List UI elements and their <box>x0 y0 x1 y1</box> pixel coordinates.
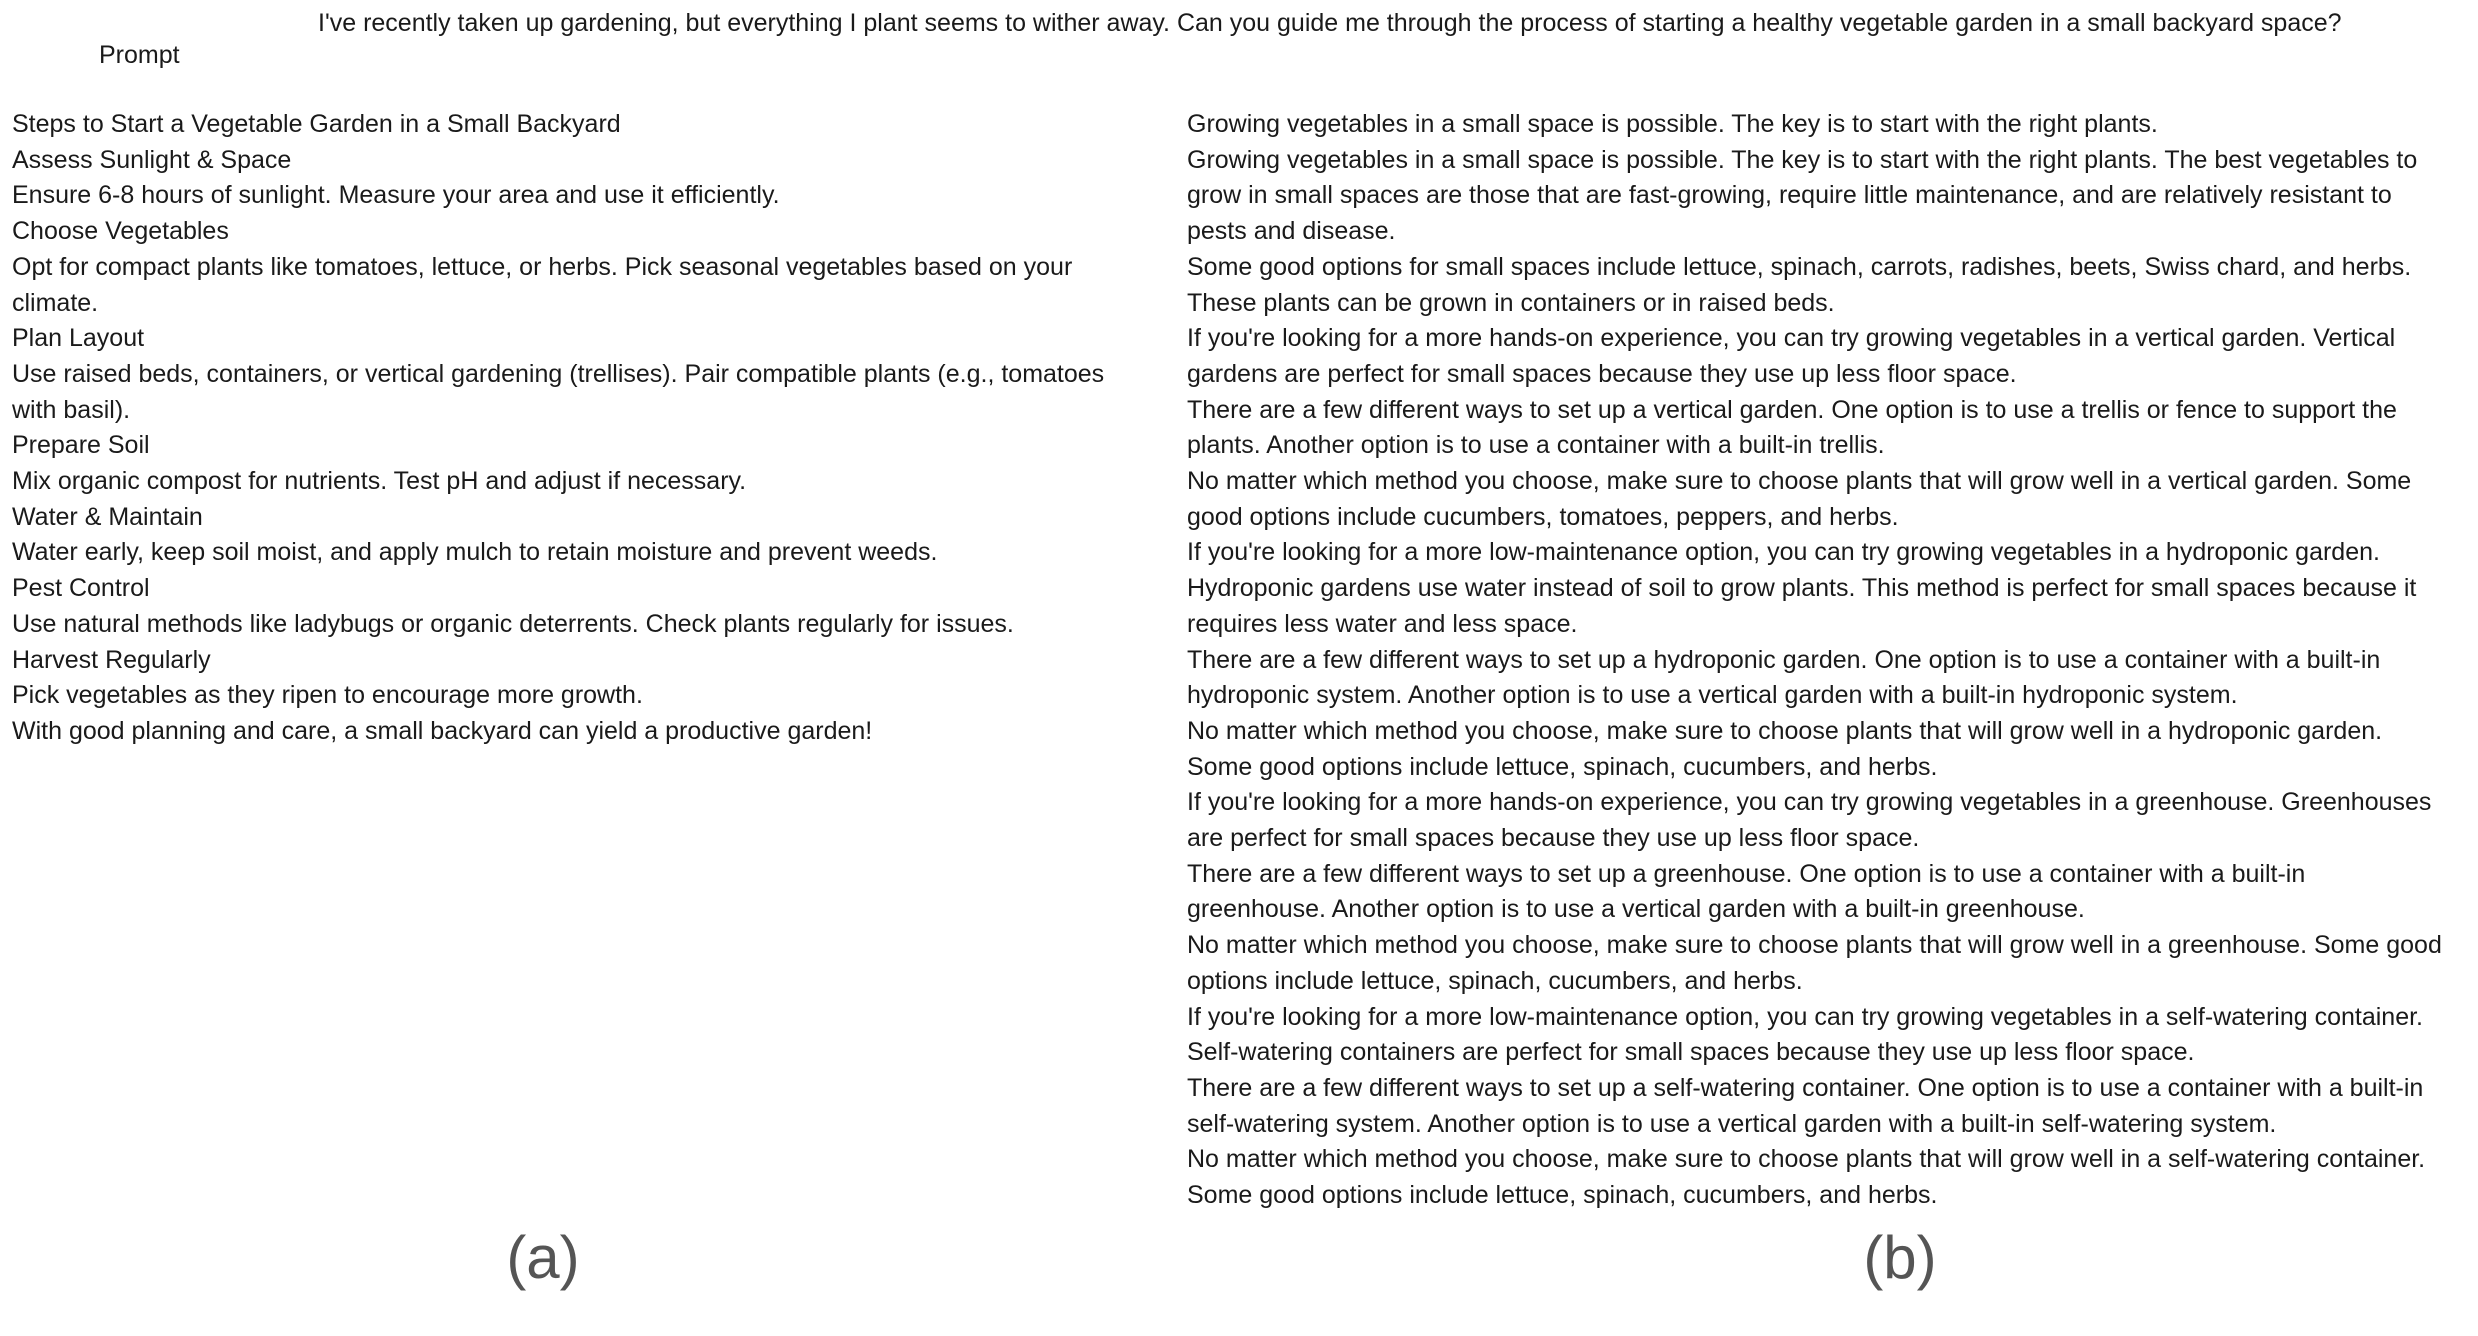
response-a-line: with basil). <box>12 395 131 424</box>
response-b-line: plants. Another option is to use a container with a built-in trellis. <box>1187 431 1885 460</box>
response-b-line: self-watering system. Another option is to use a vertical garden with a built-in self-watering system. <box>1187 1109 2277 1138</box>
response-a-line: With good planning and care, a small backyard can yield a productive garden! <box>12 716 873 745</box>
response-b-line: Hydroponic gardens use water instead of soil to grow plants. This method is perfect for small spaces because it <box>1187 574 2417 603</box>
response-b-line: greenhouse. Another option is to use a vertical garden with a built-in greenhouse. <box>1187 895 2085 924</box>
response-a-line: Pick vegetables as they ripen to encourage more growth. <box>12 681 643 710</box>
response-b-line: If you're looking for a more low-maintenance option, you can try growing vegetables in a self-watering container. <box>1187 1002 2423 1031</box>
response-a-line: Choose Vegetables <box>12 217 229 246</box>
caption-b: (b) <box>1863 1224 1937 1291</box>
response-b-line: There are a few different ways to set up a vertical garden. One option is to use a trellis or fence to support the <box>1187 395 2397 424</box>
response-b-line: requires less water and less space. <box>1187 609 1578 638</box>
response-b-line: grow in small spaces are those that are fast-growing, require little maintenance, and are relatively resistant to <box>1187 181 2392 210</box>
response-b-line: options include lettuce, spinach, cucumbers, and herbs. <box>1187 966 1803 995</box>
response-b-line: are perfect for small spaces because they use up less floor space. <box>1187 824 1920 853</box>
response-a-line: Use raised beds, containers, or vertical gardening (trellises). Pair compatible plants (e.g., tomatoes <box>12 359 1105 388</box>
response-a-line: Opt for compact plants like tomatoes, lettuce, or herbs. Pick seasonal vegetables based on your <box>12 252 1073 281</box>
response-a-line: Steps to Start a Vegetable Garden in a Small Backyard <box>12 110 621 138</box>
response-b-line: If you're looking for a more hands-on experience, you can try growing vegetables in a vertical garden. Vertical <box>1187 324 2396 353</box>
response-b-line: These plants can be grown in containers or in raised beds. <box>1187 288 1835 317</box>
response-b-line: Some good options include lettuce, spinach, cucumbers, and herbs. <box>1187 752 1938 781</box>
response-a-line: Water & Maintain <box>12 502 203 531</box>
response-b-line: There are a few different ways to set up a greenhouse. One option is to use a container with a built-in <box>1187 859 2306 888</box>
response-b-line: No matter which method you choose, make sure to choose plants that will grow well in a greenhouse. Some good <box>1187 931 2442 960</box>
response-b-line: If you're looking for a more low-maintenance option, you can try growing vegetables in a hydroponic garden. <box>1187 538 2380 567</box>
response-a-line: climate. <box>12 288 99 317</box>
response-a-line: Prepare Soil <box>12 431 150 460</box>
response-b-line: Growing vegetables in a small space is possible. The key is to start with the right plants. <box>1187 110 2158 138</box>
response-a-line: Pest Control <box>12 574 150 603</box>
response-b-line: There are a few different ways to set up a self-watering container. One option is to use a container with a built-in <box>1187 1073 2424 1102</box>
response-a-line: Plan Layout <box>12 324 145 353</box>
response-b-line: hydroponic system. Another option is to use a vertical garden with a built-in hydroponic system. <box>1187 681 2238 710</box>
response-a-line: Ensure 6-8 hours of sunlight. Measure your area and use it efficiently. <box>12 181 780 210</box>
response-a-line: Assess Sunlight & Space <box>12 145 292 174</box>
response-a-column <box>12 107 1152 750</box>
response-b-line: good options include cucumbers, tomatoes, peppers, and herbs. <box>1187 502 1899 531</box>
response-a-line: Water early, keep soil moist, and apply mulch to retain moisture and prevent weeds. <box>12 538 938 567</box>
response-b-line: There are a few different ways to set up a hydroponic garden. One option is to use a container with a built-in <box>1187 645 2381 674</box>
response-a-line: Mix organic compost for nutrients. Test pH and adjust if necessary. <box>12 467 747 496</box>
response-b-line: Self-watering containers are perfect for small spaces because they use up less floor space. <box>1187 1038 2195 1067</box>
response-b-line: No matter which method you choose, make sure to choose plants that will grow well in a hydroponic garden. <box>1187 716 2383 745</box>
response-a-line: Use natural methods like ladybugs or organic deterrents. Check plants regularly for issues. <box>12 609 1014 638</box>
response-b-line: pests and disease. <box>1187 217 1396 246</box>
prompt-text: I've recently taken up gardening, but everything I plant seems to wither away. Can you guide me through the process of starting a healthy vegetable garden in a small backyard space? <box>318 9 2342 37</box>
response-b-line: gardens are perfect for small spaces because they use up less floor space. <box>1187 359 2017 388</box>
caption-a: (a) <box>506 1224 580 1291</box>
response-b-line: No matter which method you choose, make sure to choose plants that will grow well in a vertical garden. Some <box>1187 467 2412 496</box>
response-a-line: Harvest Regularly <box>12 645 211 674</box>
response-b-line: Some good options include lettuce, spinach, cucumbers, and herbs. <box>1187 1181 1938 1210</box>
response-b-column <box>1187 107 2467 1214</box>
response-b-line: If you're looking for a more hands-on experience, you can try growing vegetables in a greenhouse. Greenhouses <box>1187 788 2432 817</box>
response-b-line: Growing vegetables in a small space is possible. The key is to start with the right plants. The best vegetables to <box>1187 145 2418 174</box>
response-b-line: No matter which method you choose, make sure to choose plants that will grow well in a self-watering container. <box>1187 1145 2426 1174</box>
response-b-line: Some good options for small spaces include lettuce, spinach, carrots, radishes, beets, Swiss chard, and herbs. <box>1187 252 2412 281</box>
prompt-label: Prompt <box>99 41 180 69</box>
